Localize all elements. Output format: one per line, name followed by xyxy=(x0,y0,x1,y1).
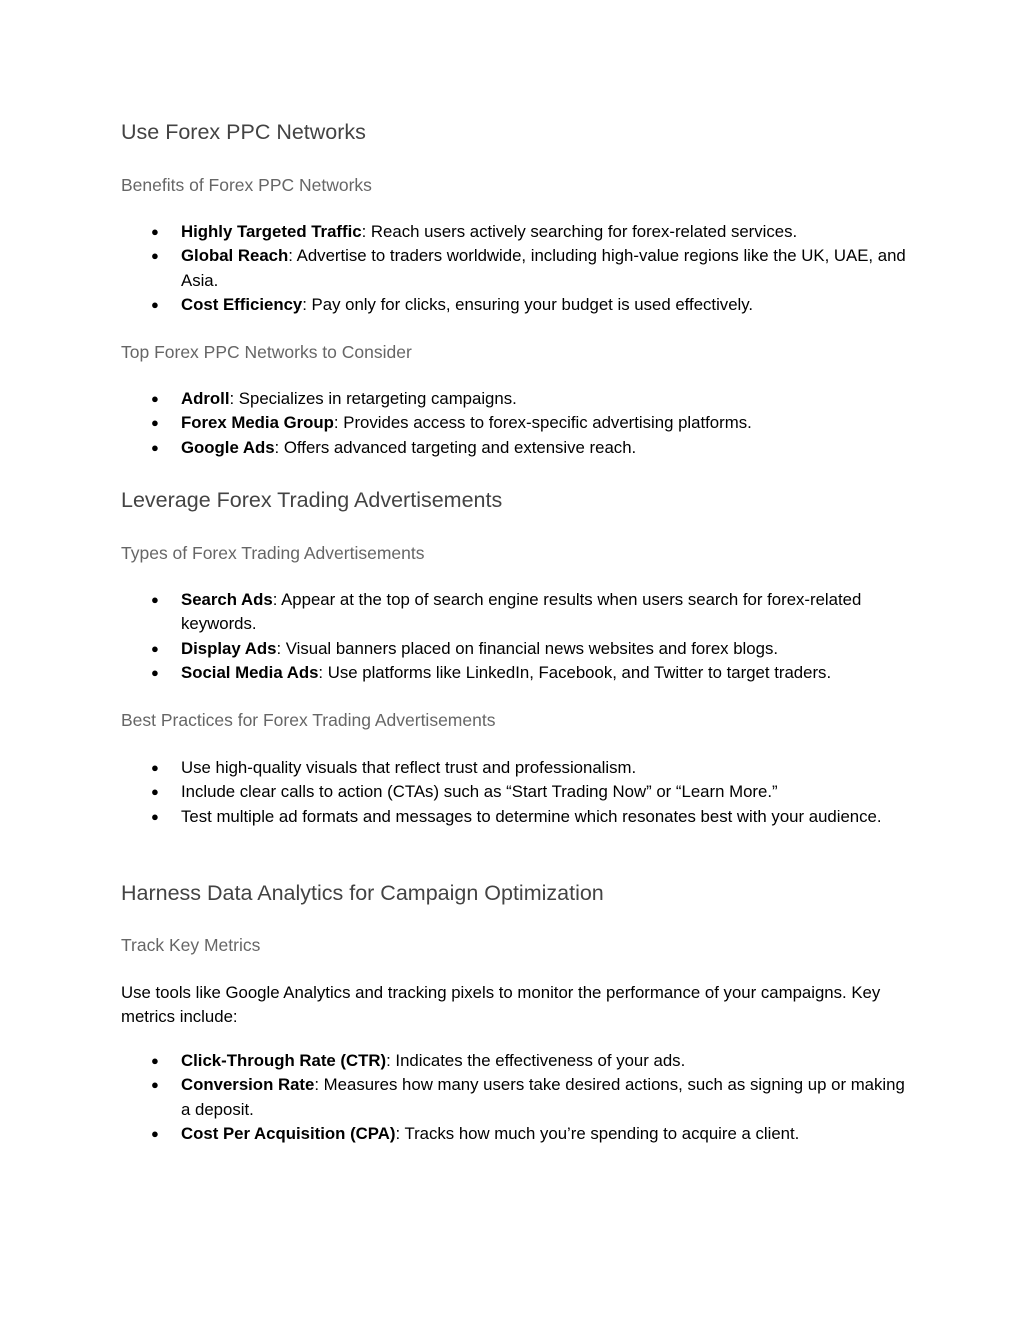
bullet-icon: ● xyxy=(151,808,159,824)
bullet-icon: ● xyxy=(151,760,159,775)
bullet-icon: ● xyxy=(151,592,159,607)
bullet-icon: ● xyxy=(151,224,159,239)
item-text: : Indicates the effectiveness of your ads. xyxy=(386,1051,686,1070)
bullet-icon: ● xyxy=(151,1125,159,1141)
list-item xyxy=(121,436,911,460)
bullet-list xyxy=(121,756,911,829)
item-term: Social Media Ads xyxy=(181,662,319,682)
bullet-list xyxy=(121,387,911,460)
item-text: Include clear calls to action (CTAs) such as “Start Trading Now” or “Learn More.” xyxy=(181,782,778,802)
bullet-icon: ● xyxy=(151,664,159,680)
list-item xyxy=(121,244,911,293)
item-term: Highly Targeted Traffic xyxy=(181,222,362,241)
list-item xyxy=(121,805,911,829)
bullet-icon: ● xyxy=(151,415,159,431)
list-item xyxy=(121,1073,911,1122)
list-item xyxy=(121,637,911,661)
list-item xyxy=(121,1122,911,1146)
section-heading: Harness Data Analytics for Campaign Optimization xyxy=(121,881,604,905)
bullet-icon: ● xyxy=(151,439,159,455)
bullet-list xyxy=(121,1049,911,1146)
item-text: : Visual banners placed on financial news websites and forex blogs. xyxy=(276,638,779,658)
list-item xyxy=(121,1049,911,1073)
item-term: Conversion Rate xyxy=(181,1075,315,1095)
list-item xyxy=(121,756,911,780)
item-term: Google Ads xyxy=(181,437,275,457)
list-item xyxy=(121,588,911,637)
item-text: : Tracks how much you’re spending to acquire a client. xyxy=(395,1123,800,1143)
item-text: : Reach users actively searching for forex-related services. xyxy=(361,222,798,241)
body-paragraph: Use tools like Google Analytics and tracking pixels to monitor the performance of your campaigns. Key metrics include: xyxy=(121,983,881,1027)
list-item xyxy=(121,220,911,244)
list-item xyxy=(121,780,911,804)
item-text: Test multiple ad formats and messages to determine which resonates best with your audience. xyxy=(181,806,882,826)
item-text: : Appear at the top of search engine results when users search for forex-related keywords. xyxy=(181,590,862,634)
list-item xyxy=(121,293,911,317)
bullet-list xyxy=(121,220,911,317)
section-heading: Use Forex PPC Networks xyxy=(121,120,366,144)
bullet-icon: ● xyxy=(151,784,159,800)
subsection-heading: Types of Forex Trading Advertisements xyxy=(121,543,425,563)
item-text: Use high-quality visuals that reflect trust and professionalism. xyxy=(181,758,637,777)
bullet-icon: ● xyxy=(151,296,159,312)
item-term: Click-Through Rate (CTR) xyxy=(181,1051,387,1070)
list-item xyxy=(121,387,911,411)
bullet-icon: ● xyxy=(151,391,159,406)
list-item xyxy=(121,661,911,685)
section-heading: Leverage Forex Trading Advertisements xyxy=(121,488,503,512)
item-term: Cost Per Acquisition (CPA) xyxy=(181,1123,396,1143)
item-text: : Specializes in retargeting campaigns. xyxy=(229,389,517,408)
item-text: : Pay only for clicks, ensuring your budget is used effectively. xyxy=(302,294,754,314)
subsection-heading: Track Key Metrics xyxy=(121,935,261,955)
item-term: Forex Media Group xyxy=(181,413,334,433)
subsection-heading: Best Practices for Forex Trading Advertisements xyxy=(121,710,496,730)
item-term: Cost Efficiency xyxy=(181,294,303,314)
item-term: Adroll xyxy=(181,389,230,408)
item-term: Global Reach xyxy=(181,246,289,266)
bullet-icon: ● xyxy=(151,640,159,656)
bullet-icon: ● xyxy=(151,1053,159,1068)
item-term: Display Ads xyxy=(181,638,277,658)
item-text: : Measures how many users take desired actions, such as signing up or making a deposit. xyxy=(181,1075,905,1119)
item-text: : Use platforms like LinkedIn, Facebook, and Twitter to target traders. xyxy=(318,662,832,682)
subsection-heading: Top Forex PPC Networks to Consider xyxy=(121,342,412,362)
list-item xyxy=(121,411,911,435)
bullet-icon: ● xyxy=(151,1077,159,1093)
subsection-heading: Benefits of Forex PPC Networks xyxy=(121,175,372,195)
item-text: : Offers advanced targeting and extensive reach. xyxy=(274,437,637,457)
item-text: : Advertise to traders worldwide, including high-value regions like the UK, UAE, and Asia. xyxy=(181,246,906,290)
bullet-icon: ● xyxy=(151,248,159,264)
item-term: Search Ads xyxy=(181,590,273,609)
item-text: : Provides access to forex-specific advertising platforms. xyxy=(333,413,752,433)
bullet-list xyxy=(121,588,911,685)
